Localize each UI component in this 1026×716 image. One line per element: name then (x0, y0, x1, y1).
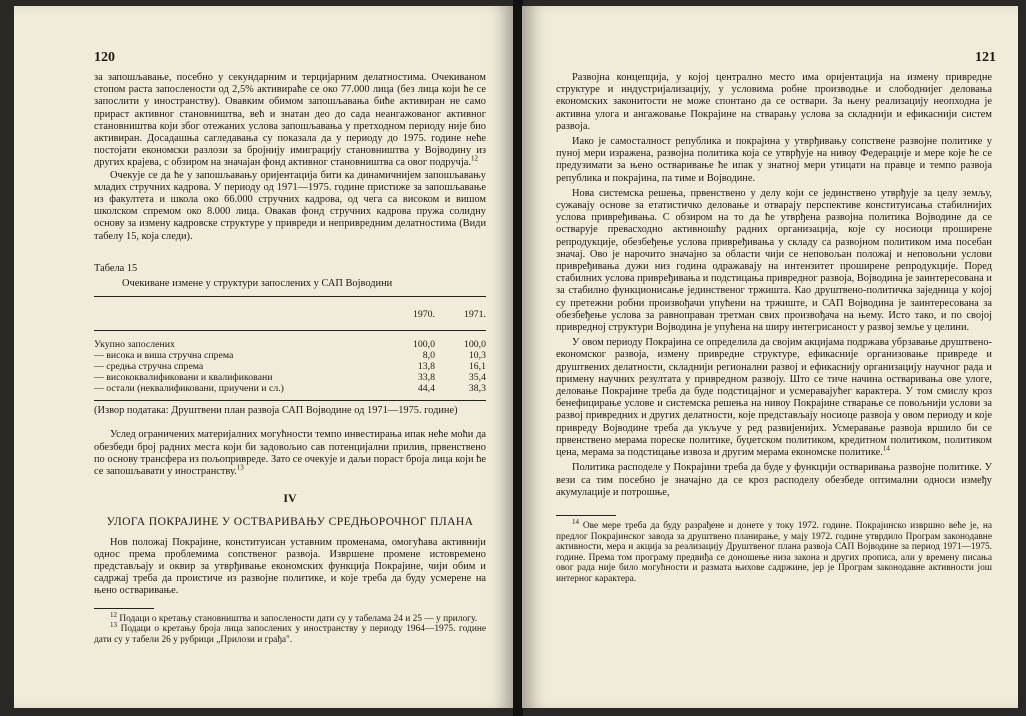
cell-value: 38,3 (441, 383, 486, 401)
footnote-ref: 13 (236, 463, 244, 472)
paragraph: за запошљавање, посебно у секундарним и терцијарним делатностима. Очекиваном стопом раста запослености од 2,5% активираће се око 77.000 лица (без лица који ће се запослити у иностранству). Овавким обимом запошљавања биће активиран не само прираст активног становништва, већ и знатан део до сада неангажованог активног становништва који због отежаних услова запошљавања у претходном периоду није био активиран. Досадашња сагледавања су показала да у периоду до 1975. године неће постојати економски разлози за бројнију имиграцију становништва у Војводину из других крајева, с обзиром на значајан фонд активног становништва са овог подручја.$^{12}$ (94, 72, 486, 169)
cell-value: 100,0 (412, 339, 435, 351)
left-text-block (94, 72, 486, 645)
paragraph: У овом периоду Покрајина се определила да својим акцијама подржава убрзавање друштвено-економског развоја, измену привредне структуре, ефикасније организовање привреде и друштвених делатности, складнији регионални развој и ефикаснију организацију научног рада и примену научних резултата у привредном развоју. Што се тиче начина остваривања ове улоге, деловање Покрајине треба да буде подстицајног и усмеравајућег карактера. У том смислу кроз бенефицирање услове и системска решења на нивоу Покрајине стварање се повољнији услови за развој привредних и других делатности, које представљају носиоце развоја у овом периоду и које привреду Војводине треба да укључе у ред развијенијих. Усмеравање развоја вршило би се првенствено мерама пореске политике, буџетском политиком, кредитном политиком, политиком цена, мерама за подстицање извоза и другим мерама економске политике.$^{14}$ (556, 337, 992, 459)
footnote-divider (94, 608, 154, 609)
data-table (94, 296, 486, 401)
cell-value: 44,4 (380, 383, 441, 401)
footnote-ref: 14 (882, 444, 890, 453)
table-source: (Извор података: Друштвени план развоја САП Војводине од 1971—1975. године) (94, 405, 458, 417)
paragraph: Нова системска решења, првенствено у делу који се јединствено утврђује за целу земљу, сужавају основе за етатистичко деловање и отварају перспективе конституисања стабилнијих услова привређивања. С обзиром на то да ће утврђена развојна политика Војводине да се остварује превасходно активношћу радних организација, које су носиоци проширене репродукције, обезбеђење услова привређивања у складу са развојном политиком има посебан значај. Ово је нарочито значајно за области чији се неповољан положај и неповољни услови привређивања дужи низ година одражавају на интензитет проширене репродукције. Поред стабилних услова привређивања и подстицања привредног развоја, Војводина је заинтересована и за стабилно функционисање јединственог тржишта. Као друштвено-политичка заједница у којој су претежни робни произвођачи упућени на тржиште, и САП Војводина је заинтересована за обезбеђење услова за равноправан третман свих произвођача на њему. Исто тако, и по својој привредној структури Војводина је упућена на ширу интегрисаност у развој земље у целини. (556, 187, 992, 334)
page-number: 121 (975, 50, 996, 65)
footnote-divider (556, 515, 616, 516)
table-title: Табела 15 (94, 262, 138, 274)
cell-value: 35,4 (468, 372, 486, 384)
footnote: $^{12}$ Подаци о кретању становништва и запослености дати су у табелама 24 и 25 — у прилогу. (110, 610, 478, 624)
table-row (94, 361, 486, 372)
table-header-row (94, 297, 486, 331)
row-label: — висока и виша стручна спрема (94, 350, 234, 362)
cell-value: 10,3 (468, 350, 486, 362)
cell-value: 16,1 (468, 361, 486, 373)
table-row (94, 383, 486, 401)
right-page (522, 6, 1018, 708)
table-row (94, 350, 486, 361)
right-text-block (556, 72, 992, 584)
paragraph: Иако је самосталност република и покрајина у утврђивању сопствене развојне политике у пуној мери изражена, развојна политика која се утврђује на нивоу Федерације и мере које ће се предузимати за њено остваривање ће ипак у знатној мери утицати на правце и темпо развоја република и покрајина, па тиме и Војводине. (556, 136, 992, 184)
column-header: 1971. (441, 297, 486, 331)
footnote-ref: 12 (471, 154, 478, 163)
left-page (14, 6, 514, 708)
footnote: $^{14}$ Ове мере треба да буду разрађене и донете у току 1972. године. Покрајинско извршно веће је, на предлог Покрајинског завода за друштвено планирање, у мају 1972. године утврдило Програм законодавне активности, мера и акција за реализацију Друштвеног плана развоја САП Војводине за период 1971—1975. године. Према том програму предвиђа се доношење низа закона и других прописа, али у времену писања овог рада није било могућности и размата њихове садржине, јер је Програм законодавне активности још интерног карактера. (556, 517, 992, 584)
paragraph: Услед ограничених материјалних могућности темпо инвестирања ипак неће моћи да обезбеди број радних места који би задовољио сав потенцијални прилив, првенствено по основу трансфера из пољопривреде. Зато се очекује и даљи пораст броја лица који ће се запошљавати у иностранству.$^{13}$ (94, 429, 486, 478)
footnote: $^{13}$ Подаци о кретању броја лица запослених у иностранству у периоду 1964—1975. године дати су у табели 26 у рубрици „Прилози и грађа". (94, 621, 487, 645)
cell-value: 100,0 (463, 339, 486, 351)
paragraph: Нов положај Покрајине, конституисан уставним променама, омогућава активнији однос према проблемима сопственог развоја. Извршене промене истовремено представљају и оквир за утврђивање економских функција Покрајине, чији обим и садржај треба да проистиче из развојне политике, и које треба да буду усмерене на њено остваривање. (94, 536, 486, 597)
cell-value: 33,8 (417, 372, 435, 384)
row-label: Укупно запослених (94, 339, 175, 351)
cell-value: 8,0 (422, 350, 435, 362)
cell-value: 13,8 (417, 361, 435, 373)
paragraph: Очекује се да ће у запошљавању оријентација бити ка динамичнијем запошљавању младих стручних кадрова. У периоду од 1971—1975. године пристиже за запошљавање из факултета и школа око 66.000 стручних кадрова, од чега са високом и вишом школском спремом око 8.000 лица. Овакав фонд стручних кадрова пружа солидну основу за измену кадровске структуре у привреди и непривредним делатностима (Види табелу 15, која следи). (94, 169, 486, 242)
paragraph: Развојна концепција, у којој централно место има оријентација на измену привредне структуре и индустријализацију, у условима робне производње и слободнијег деловања економских законитости не може спонтано да се оствари. За њену реализацију неопходна је активна улога и ангажовање Покрајине на стварању услова за складнији и ефикаснији систем развоја. (556, 72, 992, 132)
page-number: 120 (94, 50, 115, 65)
row-label: — средња стручна спрема (94, 361, 204, 373)
table-row (94, 372, 486, 383)
section-number: IV (283, 491, 297, 506)
table-row (94, 331, 486, 351)
row-label: — остали (неквалификовани, приучени и сл.) (94, 383, 380, 401)
column-header: 1970. (380, 297, 441, 331)
paragraph: Политика расподеле у Покрајини треба да буде у функцији остваривања развојне политике. У вези са тим посебно је значајно да се кроз расподелу обезбеде оптимални односи између акумулације и потрошње, (556, 462, 992, 498)
section-heading: УЛОГА ПОКРАЈИНЕ У ОСТВАРИВАЊУ СРЕДЊОРОЧНОГ ПЛАНА (106, 515, 474, 529)
table-subtitle: Очекиване измене у структури запослених у САП Војводини (122, 278, 393, 290)
row-label: — висококвалификовани и квалификовани (94, 372, 273, 384)
